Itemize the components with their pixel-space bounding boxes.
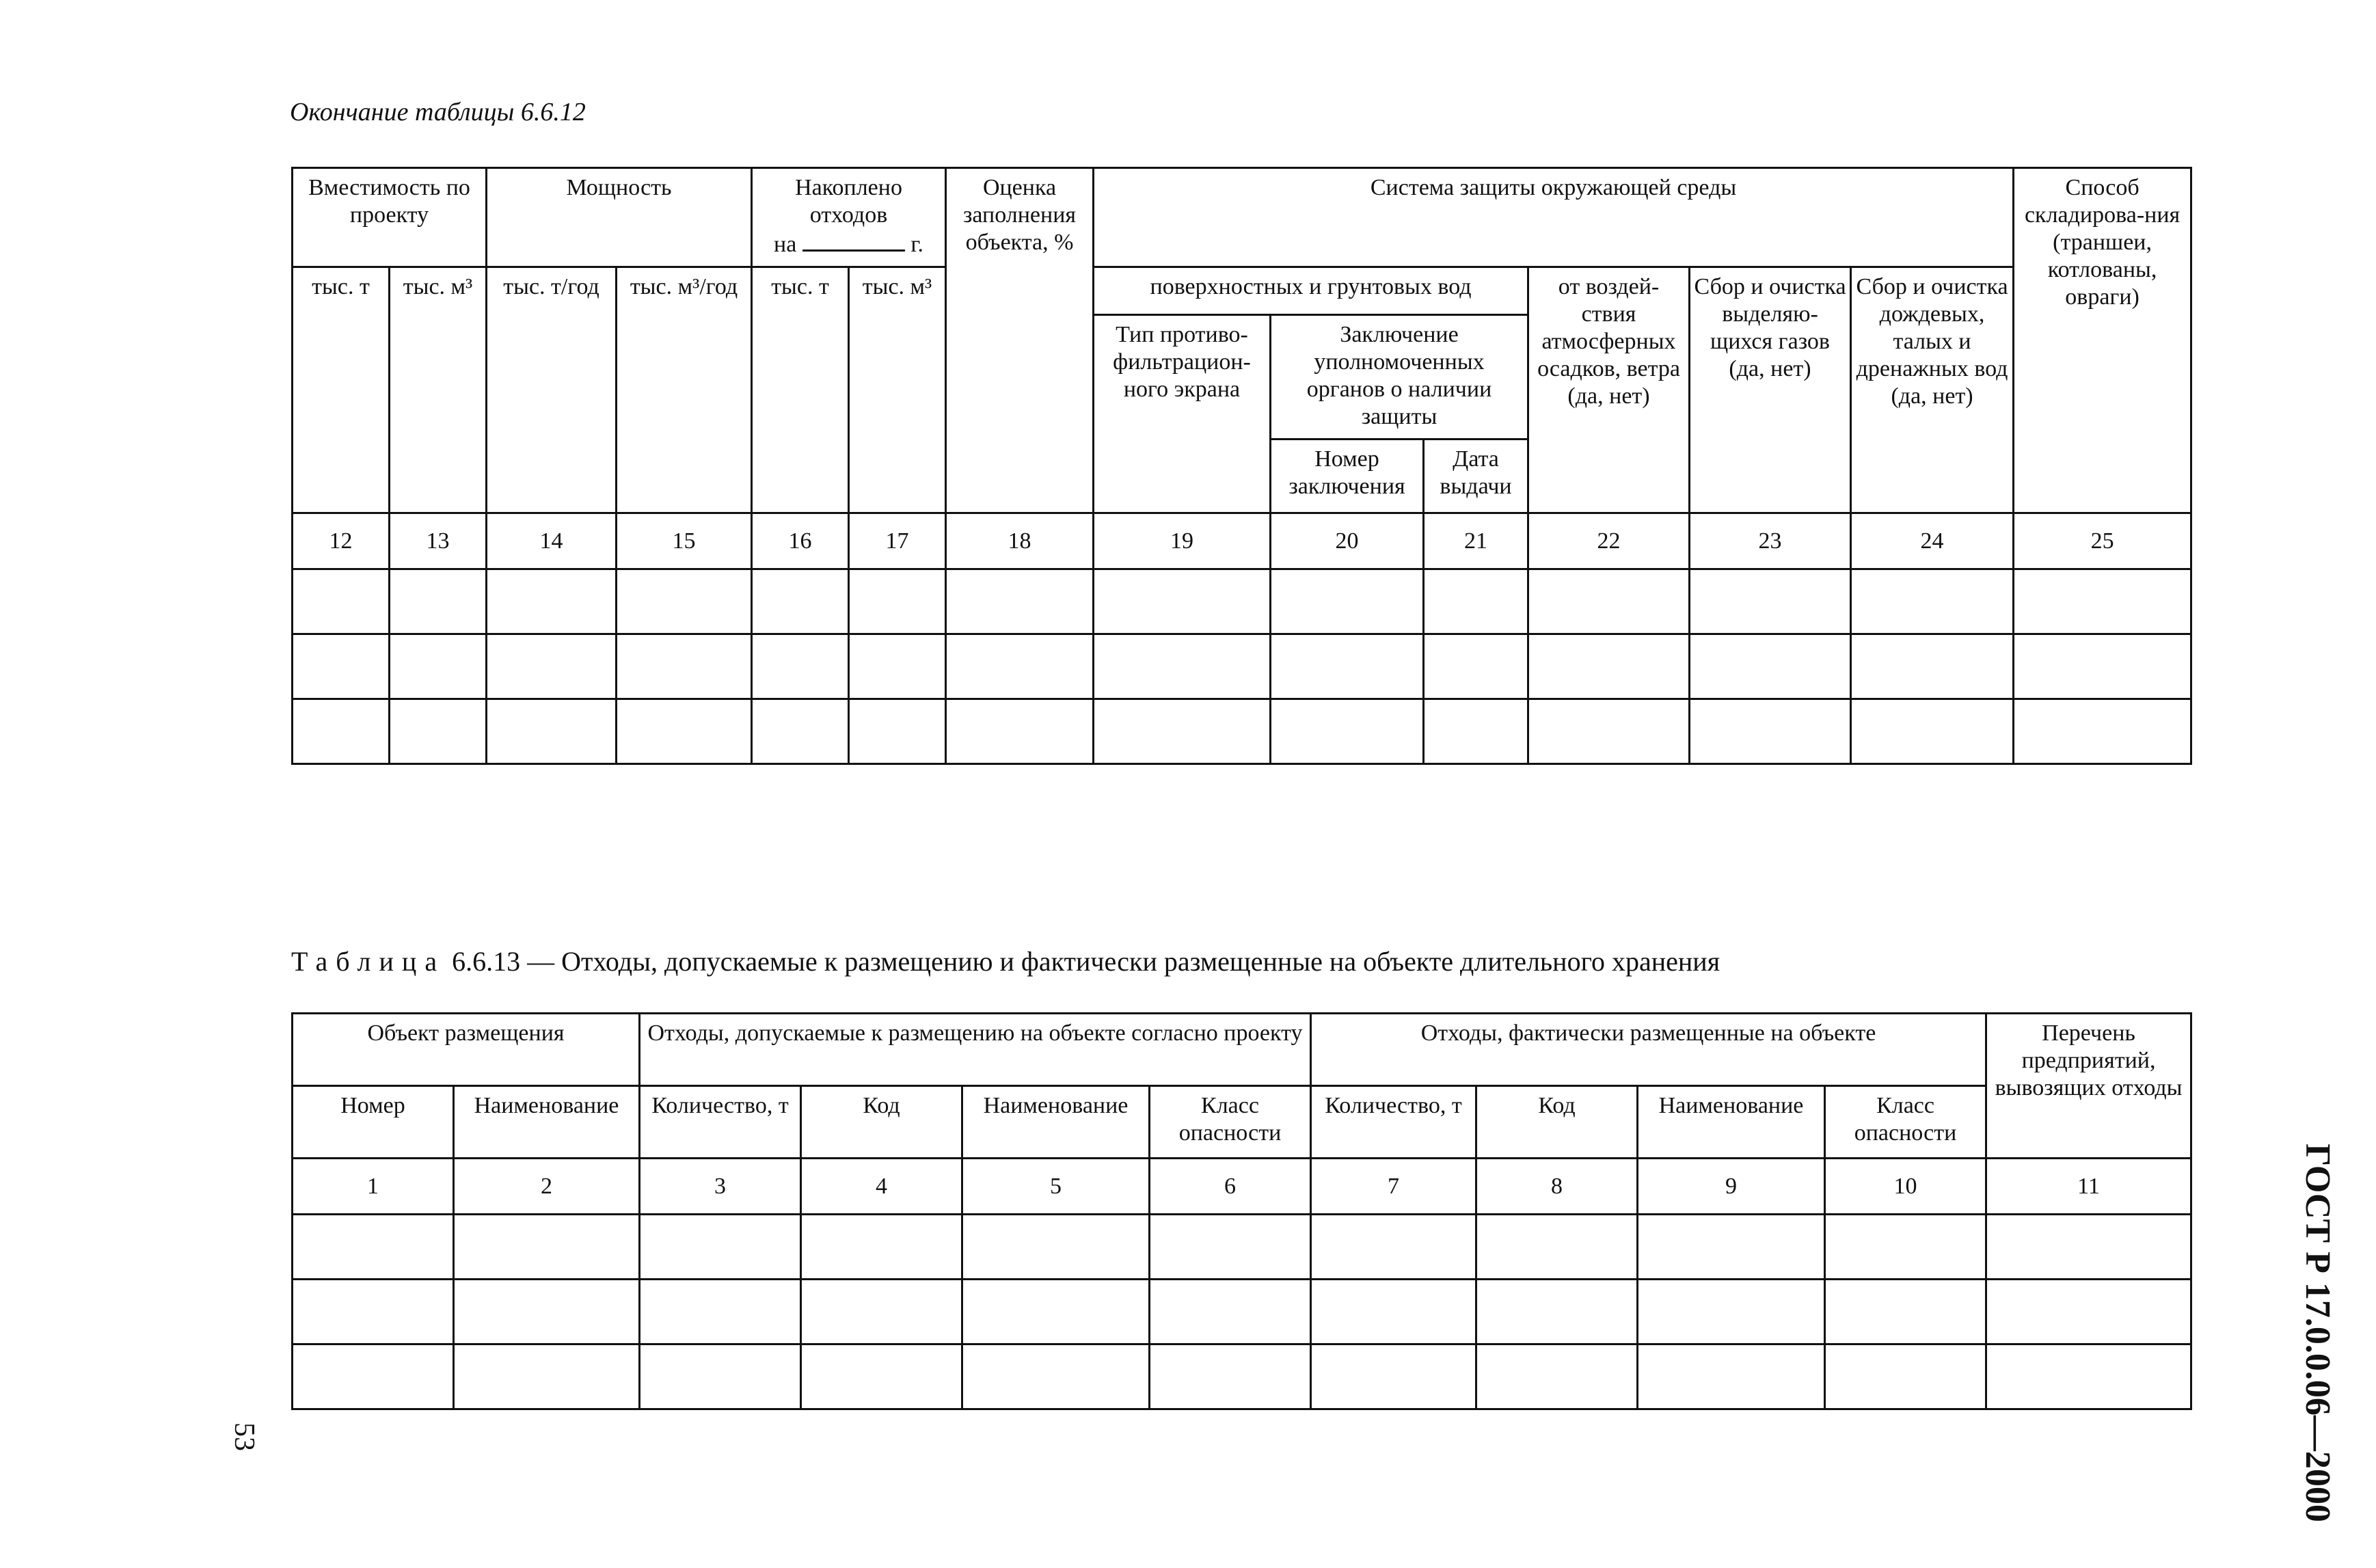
table-cell[interactable] — [946, 699, 1094, 764]
table-cell[interactable] — [1150, 1280, 1311, 1344]
storage-method-header: Способ складирова-ния (траншеи, котлованы, овраги) — [2014, 168, 2191, 513]
table-cell[interactable] — [1528, 569, 1690, 634]
col-number: 23 — [1690, 513, 1851, 569]
accumulated-on: на — [774, 232, 797, 257]
table-cell[interactable] — [1476, 1344, 1638, 1409]
table-cell[interactable] — [293, 1280, 454, 1344]
table-cell[interactable] — [640, 1344, 801, 1409]
col-number: 15 — [617, 513, 752, 569]
col-number: 8 — [1476, 1159, 1638, 1215]
table-cell[interactable] — [293, 1344, 454, 1409]
table-6-6-13-caption — [291, 945, 1720, 978]
table-cell[interactable] — [454, 1344, 640, 1409]
table-cell[interactable] — [1528, 699, 1690, 764]
screen-type-header: Тип противо-фильтрацион-ного экрана — [1094, 315, 1271, 513]
table-cell[interactable] — [849, 634, 946, 699]
table-cell[interactable] — [2014, 634, 2191, 699]
table-cell[interactable] — [1825, 1215, 1986, 1280]
table-cell[interactable] — [801, 1344, 962, 1409]
gas-collection-header: Сбор и очистка выделяю-щихся газов (да, нет) — [1690, 267, 1851, 513]
table-cell[interactable] — [946, 569, 1094, 634]
placement-object-header: Объект размещения — [293, 1014, 640, 1086]
col-number: 10 — [1825, 1159, 1986, 1215]
table-cell[interactable] — [1528, 634, 1690, 699]
table-cell[interactable] — [1690, 699, 1851, 764]
conclusion-number-header: Номер заключения — [1271, 440, 1424, 513]
name-header: Наименование — [454, 1086, 640, 1159]
table-cell[interactable] — [1851, 569, 2014, 634]
table-cell[interactable] — [487, 634, 617, 699]
table-cell[interactable] — [962, 1344, 1150, 1409]
table-cell[interactable] — [1311, 1215, 1476, 1280]
unit-thousand-t: тыс. т — [293, 267, 390, 513]
table-cell[interactable] — [454, 1280, 640, 1344]
col-number: 12 — [293, 513, 390, 569]
table-row — [293, 1344, 2191, 1409]
allowed-code-header: Код — [801, 1086, 962, 1159]
page-number: 53 — [228, 1422, 260, 1451]
accumulated-label: Накоплено отходов — [795, 175, 902, 228]
col-number: 17 — [849, 513, 946, 569]
protection-header: Система защиты окружающей среды — [1094, 168, 2014, 267]
table-cell[interactable] — [1986, 1344, 2191, 1409]
table-cell[interactable] — [1424, 569, 1528, 634]
table-cell[interactable] — [1150, 1344, 1311, 1409]
table-cell[interactable] — [1150, 1215, 1311, 1280]
table-6-6-13 — [291, 1012, 2192, 1410]
caption-text: 6.6.13 — Отходы, допускаемые к размещению и фактически размещенные на объекте длительного хранения — [452, 946, 1720, 977]
col-number: 14 — [487, 513, 617, 569]
col-number: 16 — [752, 513, 849, 569]
date-blank — [802, 229, 905, 252]
table-cell[interactable] — [617, 634, 752, 699]
table-6-6-12-end — [291, 167, 2192, 765]
table-cell[interactable] — [390, 634, 487, 699]
capacity-header: Вместимость по проекту — [293, 168, 487, 267]
col-number: 22 — [1528, 513, 1690, 569]
table-cell[interactable] — [293, 569, 390, 634]
surface-water-header: поверхностных и грунтовых вод — [1094, 267, 1528, 315]
table-cell[interactable] — [801, 1280, 962, 1344]
table-cell[interactable] — [617, 699, 752, 764]
allowed-waste-header: Отходы, допускаемые к размещению на объекте согласно проекту — [640, 1014, 1311, 1086]
table-cell[interactable] — [1690, 569, 1851, 634]
table-cell[interactable] — [1476, 1280, 1638, 1344]
table-cell[interactable] — [293, 1215, 454, 1280]
table-cell[interactable] — [1851, 634, 2014, 699]
table-cell[interactable] — [1690, 634, 1851, 699]
table-cell[interactable] — [849, 699, 946, 764]
table-cell[interactable] — [1271, 699, 1424, 764]
col-number: 5 — [962, 1159, 1150, 1215]
actual-class-header: Класс опасности — [1825, 1086, 1986, 1159]
unit-thousand-t-per-year: тыс. т/год — [487, 267, 617, 513]
table-cell[interactable] — [640, 1280, 801, 1344]
table-cell[interactable] — [2014, 569, 2191, 634]
col-number: 24 — [1851, 513, 2014, 569]
table-cell[interactable] — [1851, 699, 2014, 764]
rainwater-collection-header: Сбор и очистка дождевых, талых и дренажных вод (да, нет) — [1851, 267, 2014, 513]
precipitation-header: от воздей-ствия атмосферных осадков, ветра (да, нет) — [1528, 267, 1690, 513]
table-cell[interactable] — [1094, 699, 1271, 764]
table-cell[interactable] — [390, 569, 487, 634]
col-number: 6 — [1150, 1159, 1311, 1215]
table-cell[interactable] — [1424, 634, 1528, 699]
unit-thousand-m3: тыс. м³ — [390, 267, 487, 513]
col-number: 7 — [1311, 1159, 1476, 1215]
col-number: 1 — [293, 1159, 454, 1215]
col-number: 13 — [390, 513, 487, 569]
table-cell[interactable] — [293, 634, 390, 699]
fill-estimate-header: Оценка заполнения объекта, % — [946, 168, 1094, 513]
col-number: 20 — [1271, 513, 1424, 569]
col-number: 25 — [2014, 513, 2191, 569]
accumulated-header — [752, 168, 946, 267]
table-cell[interactable] — [640, 1215, 801, 1280]
table-cell[interactable] — [849, 569, 946, 634]
conclusion-header: Заключение уполномоченных органов о наличии защиты — [1271, 315, 1528, 440]
table-cell[interactable] — [1311, 1344, 1476, 1409]
table-cell[interactable] — [1311, 1280, 1476, 1344]
power-header: Мощность — [487, 168, 752, 267]
actual-name-header: Наименование — [1638, 1086, 1825, 1159]
table-cell[interactable] — [1825, 1280, 1986, 1344]
table-cell[interactable] — [487, 569, 617, 634]
number-header: Номер — [293, 1086, 454, 1159]
table-cell[interactable] — [617, 569, 752, 634]
allowed-class-header: Класс опасности — [1150, 1086, 1311, 1159]
table-row — [293, 699, 2191, 764]
col-number: 11 — [1986, 1159, 2191, 1215]
companies-list-header: Перечень предприятий, вывозящих отходы — [1986, 1014, 2191, 1159]
table-cell[interactable] — [946, 634, 1094, 699]
table-cell[interactable] — [1986, 1280, 2191, 1344]
actual-code-header: Код — [1476, 1086, 1638, 1159]
unit-thousand-t-accumulated: тыс. т — [752, 267, 849, 513]
table-cell[interactable] — [1825, 1344, 1986, 1409]
unit-thousand-m3-per-year: тыс. м³/год — [617, 267, 752, 513]
col-number: 4 — [801, 1159, 962, 1215]
table-row — [293, 634, 2191, 699]
col-number: 21 — [1424, 513, 1528, 569]
issue-date-header: Дата выдачи — [1424, 440, 1528, 513]
table-cell[interactable] — [962, 1215, 1150, 1280]
table-cell[interactable] — [487, 699, 617, 764]
table-cell[interactable] — [1476, 1215, 1638, 1280]
caption-label: Таблица — [291, 946, 446, 977]
table-row — [293, 569, 2191, 634]
accumulated-date-line — [755, 229, 942, 258]
unit-thousand-m3-accumulated: тыс. м³ — [849, 267, 946, 513]
table-cell[interactable] — [293, 699, 390, 764]
allowed-name-header: Наименование — [962, 1086, 1150, 1159]
col-number: 19 — [1094, 513, 1271, 569]
col-number: 3 — [640, 1159, 801, 1215]
table-row — [293, 1215, 2191, 1280]
table-cell[interactable] — [390, 699, 487, 764]
allowed-quantity-header: Количество, т — [640, 1086, 801, 1159]
table-cell[interactable] — [1638, 1344, 1825, 1409]
table-cell[interactable] — [962, 1280, 1150, 1344]
table-cell[interactable] — [1094, 634, 1271, 699]
col-number: 9 — [1638, 1159, 1825, 1215]
table-cell[interactable] — [801, 1215, 962, 1280]
table-cell[interactable] — [1424, 699, 1528, 764]
table-cell[interactable] — [1638, 1215, 1825, 1280]
table-cell[interactable] — [1986, 1215, 2191, 1280]
table-row — [293, 1280, 2191, 1344]
table-cell[interactable] — [752, 569, 849, 634]
table-cell[interactable] — [752, 699, 849, 764]
table-cell[interactable] — [2014, 699, 2191, 764]
col-number: 2 — [454, 1159, 640, 1215]
actual-waste-header: Отходы, фактически размещенные на объекте — [1311, 1014, 1986, 1086]
table-cell[interactable] — [1271, 569, 1424, 634]
table-cell[interactable] — [1094, 569, 1271, 634]
document-code: ГОСТ Р 17.0.0.06—2000 — [2298, 1144, 2337, 1522]
table-cell[interactable] — [1638, 1280, 1825, 1344]
accumulated-year: г. — [910, 232, 923, 257]
actual-quantity-header: Количество, т — [1311, 1086, 1476, 1159]
table-cell[interactable] — [1271, 634, 1424, 699]
table-cell[interactable] — [454, 1215, 640, 1280]
table-cell[interactable] — [752, 634, 849, 699]
continuation-caption: Окончание таблицы 6.6.12 — [290, 98, 586, 126]
col-number: 18 — [946, 513, 1094, 569]
